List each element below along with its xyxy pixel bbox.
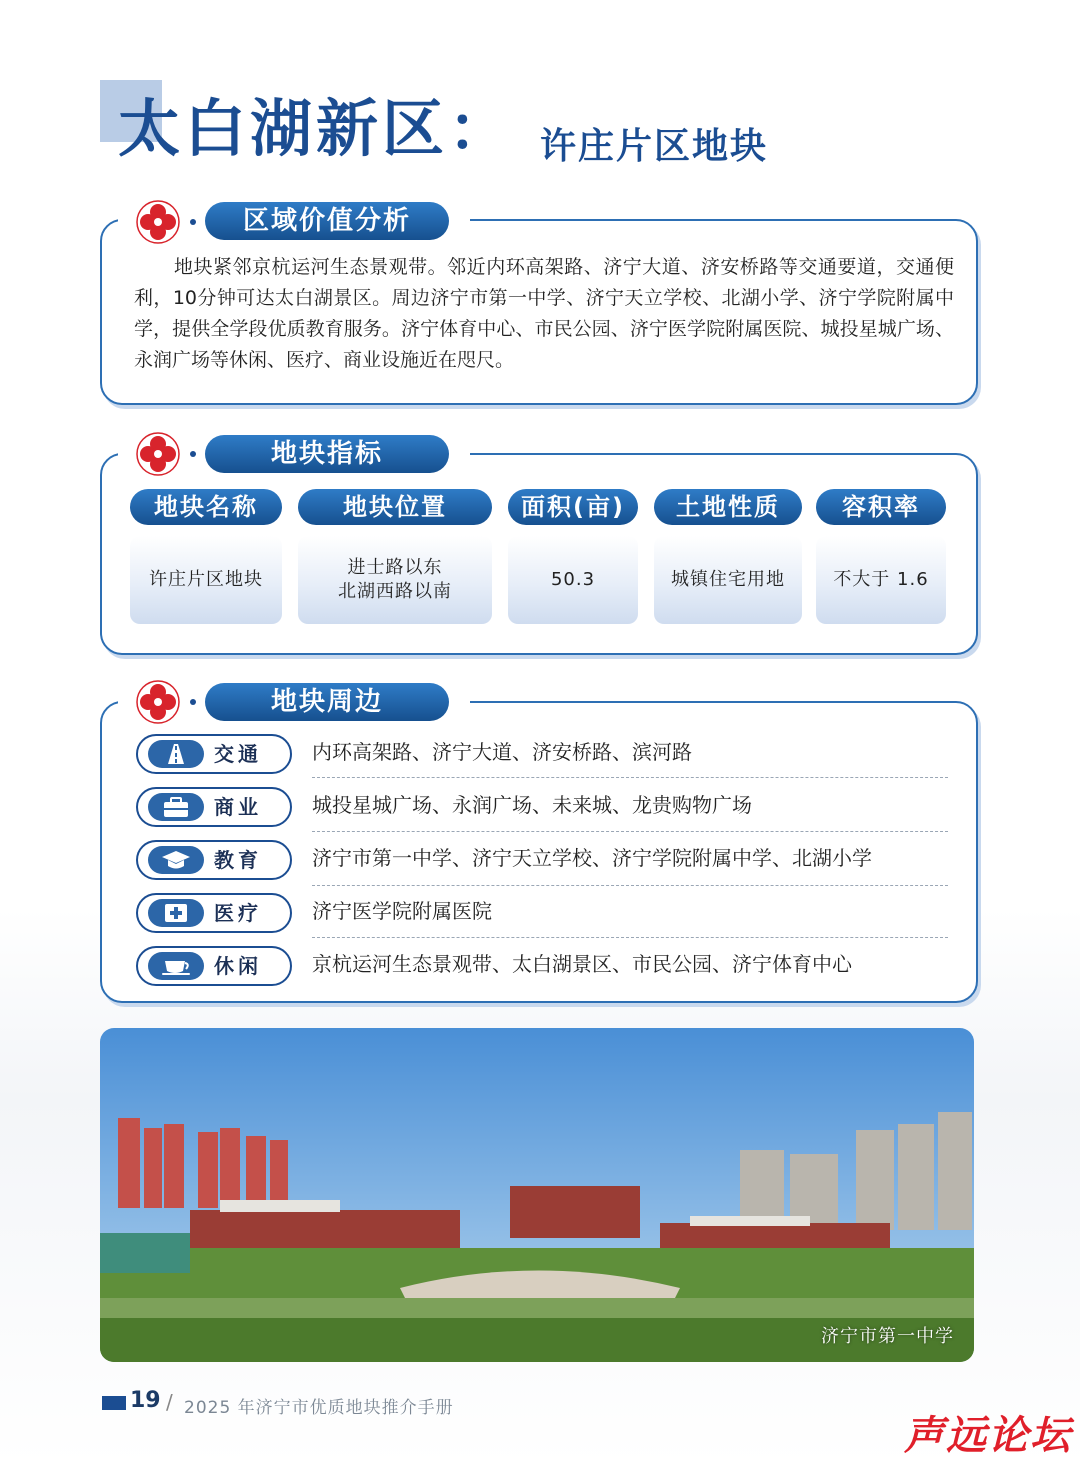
flower-emblem-icon [136, 680, 180, 724]
indicator-value-land-use: 城镇住宅用地 [654, 536, 802, 624]
flower-emblem-icon [136, 432, 180, 476]
bullet-dot [190, 219, 196, 225]
page-subtitle: 许庄片区地块 [540, 126, 769, 167]
tag-education [136, 840, 292, 880]
bullet-dot [190, 451, 196, 457]
tag-medical [136, 893, 292, 933]
tag-traffic [136, 734, 292, 774]
row-divider [312, 885, 948, 886]
surroundings-text-leisure: 京杭运河生态景观带、太白湖景区、市民公园、济宁体育中心 [312, 952, 852, 976]
indicator-header-land-use: 土地性质 [654, 489, 802, 525]
surroundings-text-business: 城投星城广场、永润广场、未来城、龙贵购物广场 [312, 793, 752, 817]
section-rule [465, 219, 954, 221]
tag-label: 医疗 [214, 901, 262, 925]
tag-label: 商业 [214, 795, 262, 819]
value-paragraph: 地块紧邻京杭运河生态景观带。邻近内环高架路、济宁大道、济安桥路等交通要道，交通便利，10分钟可达太白湖景区。周边济宁市第一中学、济宁天立学校、北湖小学、济宁学院附属中学，提供全学段优质教育服务。济宁体育中心、市民公园、济宁医学院附属医院、城投星城广场、永润广场等休闲、医疗、商业设施近在咫尺。 [134, 256, 954, 371]
teacup-icon [148, 952, 204, 980]
row-divider [312, 937, 948, 938]
footer-separator: / [166, 1390, 173, 1414]
tag-leisure [136, 946, 292, 986]
bullet-dot [190, 699, 196, 705]
photo-caption: 济宁市第一中学 [821, 1326, 954, 1347]
flower-emblem-icon [136, 200, 180, 244]
indicator-value-name: 许庄片区地块 [130, 536, 282, 624]
surroundings-text-education: 济宁市第一中学、济宁天立学校、济宁学院附属中学、北湖小学 [312, 846, 872, 870]
indicator-value-location [298, 536, 492, 624]
surroundings-text-traffic: 内环高架路、济宁大道、济安桥路、滨河路 [312, 740, 692, 764]
medical-cross-icon [148, 899, 204, 927]
campus-photo [100, 1028, 974, 1362]
footer-bar [102, 1396, 126, 1410]
location-line-2: 北湖西路以南 [338, 581, 452, 602]
section-heading-surroundings: 地块周边 [205, 683, 449, 721]
row-divider [312, 777, 948, 778]
road-icon [148, 740, 204, 768]
graduation-cap-icon [148, 846, 204, 874]
footer-book-title: 2025 年济宁市优质地块推介手册 [184, 1398, 454, 1418]
location-line-1: 进士路以东 [347, 557, 443, 578]
page-title: 太白湖新区： [118, 92, 515, 165]
tag-label: 休闲 [214, 954, 262, 978]
tag-label: 教育 [214, 848, 262, 872]
indicator-header-name: 地块名称 [130, 489, 282, 525]
indicator-header-location: 地块位置 [298, 489, 492, 525]
indicator-header-far: 容积率 [816, 489, 946, 525]
section-heading-value: 区域价值分析 [205, 202, 449, 240]
page-number: 19 [130, 1388, 161, 1413]
surroundings-text-medical: 济宁医学院附属医院 [312, 899, 492, 923]
row-divider [312, 831, 948, 832]
tag-label: 交通 [214, 742, 262, 766]
indicator-header-area: 面积(亩) [508, 489, 638, 525]
indicator-value-area: 50.3 [508, 536, 638, 624]
forum-watermark: 声远论坛 [904, 1413, 1072, 1459]
indicator-value-far: 不大于 1.6 [816, 536, 946, 624]
briefcase-icon [148, 793, 204, 821]
section-heading-indicators: 地块指标 [205, 435, 449, 473]
tag-business [136, 787, 292, 827]
